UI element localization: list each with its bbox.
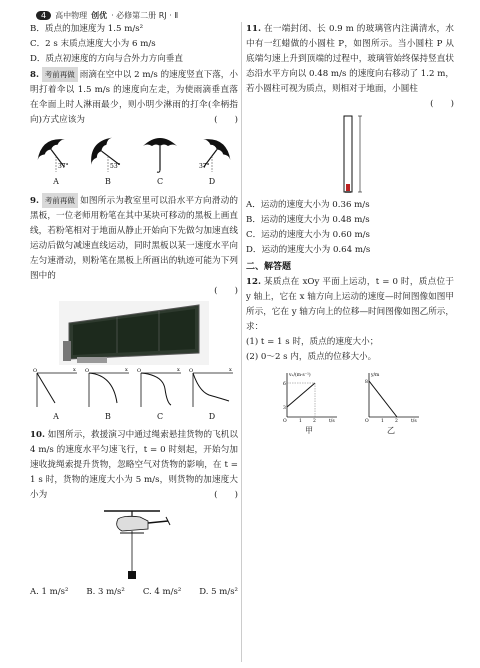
svg-text:O: O: [283, 419, 287, 423]
q12-graph-a-label: 甲: [305, 426, 313, 435]
svg-text:1: 1: [299, 419, 302, 423]
q9-answer-paren: ( ): [214, 286, 238, 296]
q9-graph-b: [85, 367, 131, 424]
q11-option-a: A．运动的速度大小为 0.36 m/s: [246, 200, 370, 210]
trajectory-graph: [137, 367, 183, 409]
q10-number: 10.: [30, 430, 45, 440]
umbrella-icon: [85, 132, 131, 174]
q8-text: 雨滴在空中以 2 m/s 的速度竖直下落，小明打着伞以 1.5 m/s 的速度向左走，为使雨滴垂直落在伞面上时人淋雨最少，则小明少淋雨的打伞(伞柄指向)方式应该为: [30, 70, 238, 125]
q8-angle-d: 37°: [199, 163, 210, 170]
q12-number: 12.: [246, 277, 261, 287]
q12-graph-b-label: 乙: [387, 426, 395, 435]
q8-figure-a: [33, 132, 79, 189]
right-column: [246, 22, 454, 438]
q9-tag: 考前再做: [42, 193, 78, 208]
displacement-time-graph: [359, 369, 423, 423]
svg-text:2: 2: [395, 419, 398, 423]
q11-paren-row: [246, 97, 454, 112]
q8-label-d: D: [208, 177, 216, 186]
q10-option-c: C. 4 m/s²: [142, 587, 182, 597]
question-9: [30, 193, 238, 284]
velocity-time-graph: [277, 369, 341, 423]
q11-number: 11.: [246, 24, 261, 34]
q12-sub2: (2) 0～2 s 内，质点的位移大小。: [246, 352, 377, 362]
q12-graphs: [246, 369, 454, 438]
q10-options: [30, 585, 238, 600]
q9-axis-b: x: [125, 367, 128, 373]
page-number: 4: [36, 11, 51, 20]
q9-graph-c: [137, 367, 183, 424]
q11-option-d: D．运动的速度大小为 0.64 m/s: [246, 245, 371, 255]
q8-label-b: B: [105, 177, 111, 186]
q12-graph-a-xlabel: t/s: [329, 419, 335, 423]
q12-graph-b-xlabel: t/s: [411, 419, 417, 423]
q9-graphs: [30, 367, 238, 424]
q10-answer-paren: ( ): [214, 490, 238, 500]
q9-origin-c: O: [137, 368, 142, 374]
q10-text: 如图所示，救援演习中通过绳索悬挂货物的飞机以 4 m/s 的速度水平匀速飞行，t = 0 时刻起，开始匀加速收拢绳索提升货物，忽略空气对货物的影响，在 t = 1 s 时，货物的速度大小为 5 m/s，则货物的加速度大小为: [30, 430, 238, 500]
trajectory-graph: [85, 367, 131, 409]
series-name: 高中物理: [55, 11, 88, 20]
q8-figure-b: [85, 132, 131, 189]
q9-paren-row: [30, 284, 238, 299]
umbrella-icon: [33, 132, 79, 174]
q8-angle-a: 37°: [58, 163, 69, 170]
q8-figure-d: [189, 132, 235, 189]
trajectory-graph: [33, 367, 79, 409]
trajectory-graph: [189, 367, 235, 409]
q9-origin-d: O: [189, 368, 194, 374]
svg-text:8: 8: [365, 380, 368, 385]
q9-origin-b: O: [85, 368, 90, 374]
glass-tube-figure: [246, 114, 454, 196]
q12-text: 某质点在 xOy 平面上运动，t = 0 时，质点位于 y 轴上，它在 x 轴方向上运动的速度—时间图像如图甲所示，它在 y 轴方向上的位移—时间图像如图乙所示，求：: [246, 277, 454, 332]
q11-option-b: B．运动的速度大小为 0.48 m/s: [246, 215, 370, 225]
q8-label-c: C: [156, 177, 164, 186]
helicopter-icon: [94, 507, 174, 581]
blackboard-figure: [30, 301, 238, 365]
q11-option-c: C．运动的速度大小为 0.60 m/s: [246, 230, 370, 240]
q7-option-d: D．质点初速度的方向与合外力方向垂直: [30, 54, 183, 64]
q12-sub1: (1) t = 1 s 时，质点的速度大小；: [246, 337, 379, 347]
q9-axis-d: x: [229, 367, 232, 373]
q10-option-d: D. 5 m/s²: [199, 587, 238, 597]
brand-name: 创优: [91, 11, 108, 20]
q10-option-b: B. 3 m/s²: [86, 587, 125, 597]
q10-option-a: A. 1 m/s²: [30, 587, 69, 597]
column-divider: [241, 22, 242, 662]
section-title: 二、解答题: [246, 262, 292, 272]
q9-text: 如图所示为教室里可以沿水平方向滑动的黑板，一位老师用粉笔在其中某块可移动的黑板上画直线，若粉笔相对于地面从静止开始向下先做匀加速直线运动后做匀减速直线运动，同时黑板以某一速度水平向左匀速滑动，则粉笔在黑板上所画出的轨迹可能为下列图中的: [30, 196, 238, 281]
q8-answer-paren: ( ): [214, 115, 238, 125]
q9-label-d: D: [208, 412, 216, 421]
left-column: [30, 22, 238, 600]
q9-axis-c: x: [177, 367, 180, 373]
q9-number: 9.: [30, 196, 39, 206]
q8-figure-c: [137, 132, 183, 189]
book-name: · 必修第二册 RJ · Ⅱ: [111, 11, 179, 20]
q8-figures: [30, 132, 238, 189]
q9-label-c: C: [156, 412, 164, 421]
question-8: [30, 67, 238, 128]
q8-angle-b: 53°: [110, 163, 121, 170]
q9-label-b: B: [105, 412, 111, 421]
umbrella-icon: [137, 132, 183, 174]
q12-graph-a: [277, 369, 341, 438]
q12-graph-b: [359, 369, 423, 438]
q8-number: 8.: [30, 70, 39, 80]
q11-answer-paren: ( ): [430, 99, 454, 109]
page-header: [36, 10, 178, 21]
q7-option-c: C．2 s 末质点速度大小为 6 m/s: [30, 39, 156, 49]
svg-text:O: O: [365, 419, 369, 423]
q8-label-a: A: [53, 177, 59, 186]
q12-graph-b-ylabel: y/m: [371, 373, 380, 378]
question-12: [246, 275, 454, 335]
question-10: [30, 428, 238, 503]
q9-axis-a: x: [73, 367, 76, 373]
q7-option-b: B．质点的加速度为 1.5 m/s²: [30, 24, 144, 34]
svg-text:3: 3: [283, 406, 286, 411]
blackboard-photo: [59, 301, 209, 365]
q9-graph-a: [33, 367, 79, 424]
svg-text:6: 6: [283, 382, 286, 387]
q12-graph-a-ylabel: vₓ/(m·s⁻¹): [289, 373, 311, 378]
q8-tag: 考前再做: [42, 67, 78, 82]
q11-text: 在一端封闭、长 0.9 m 的玻璃管内注满清水，水中有一红蜡做的小圆柱 P，如图所示。当小圆柱 P 从底端匀速上升到顶端的过程中，玻璃管始终保持竖直状态沿水平方向以 0.48 m/s 的速度向右移动了 1.2 m，若小圆柱可视为质点，则相对于地面，小圆柱: [246, 24, 454, 94]
question-11: [246, 22, 454, 97]
helicopter-figure: [30, 507, 238, 581]
q9-origin-a: O: [33, 368, 38, 374]
svg-text:1: 1: [381, 419, 384, 423]
umbrella-icon: [189, 132, 235, 174]
svg-text:2: 2: [313, 419, 316, 423]
glass-tube-icon: [320, 114, 380, 196]
q9-graph-d: [189, 367, 235, 424]
q9-label-a: A: [53, 412, 59, 421]
